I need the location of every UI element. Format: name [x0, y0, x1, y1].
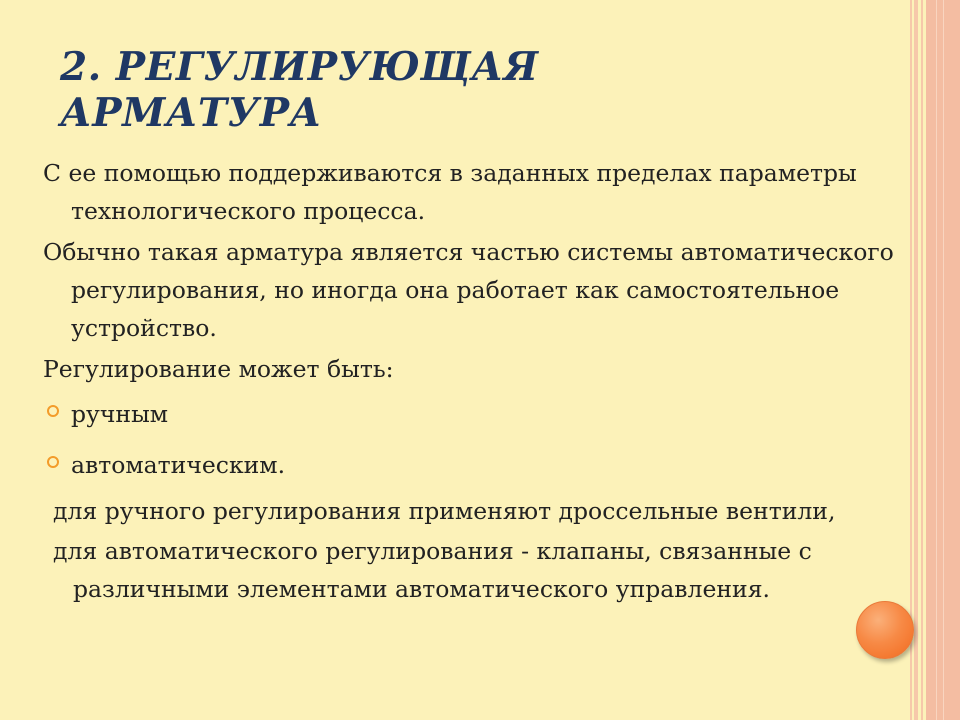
orange-circle-icon	[856, 601, 914, 659]
bullet-item	[43, 446, 913, 484]
paragraph: С ее помощью поддерживаются в заданных пределах параметры технологического процесса.	[43, 159, 857, 225]
paragraph: Обычно такая арматура является частью системы автоматического регулирования, но иногда она работает как самостоятельное устройство.	[43, 238, 894, 342]
paragraph: Регулирование может быть:	[43, 355, 394, 383]
stripe	[943, 0, 944, 720]
slide-title: 2. РЕГУЛИРУЮЩАЯ АРМАТУРА	[60, 44, 539, 136]
slide-body	[43, 154, 913, 608]
note-paragraph: для ручного регулирования применяют дроссельные вентили,	[53, 497, 836, 525]
note-paragraph: для автоматического регулирования - клапаны, связанные с различными элементами автоматического управления.	[53, 537, 812, 603]
orange-ring-bullet-icon	[47, 405, 59, 417]
bullet-item	[43, 395, 913, 433]
stripe	[914, 0, 918, 720]
orange-ring-bullet-icon	[47, 456, 59, 468]
stripe	[921, 0, 923, 720]
stripe	[936, 0, 937, 720]
bullet-text: ручным	[71, 400, 169, 428]
decorative-stripes	[910, 0, 960, 720]
bullet-text: автоматическим.	[71, 451, 286, 479]
